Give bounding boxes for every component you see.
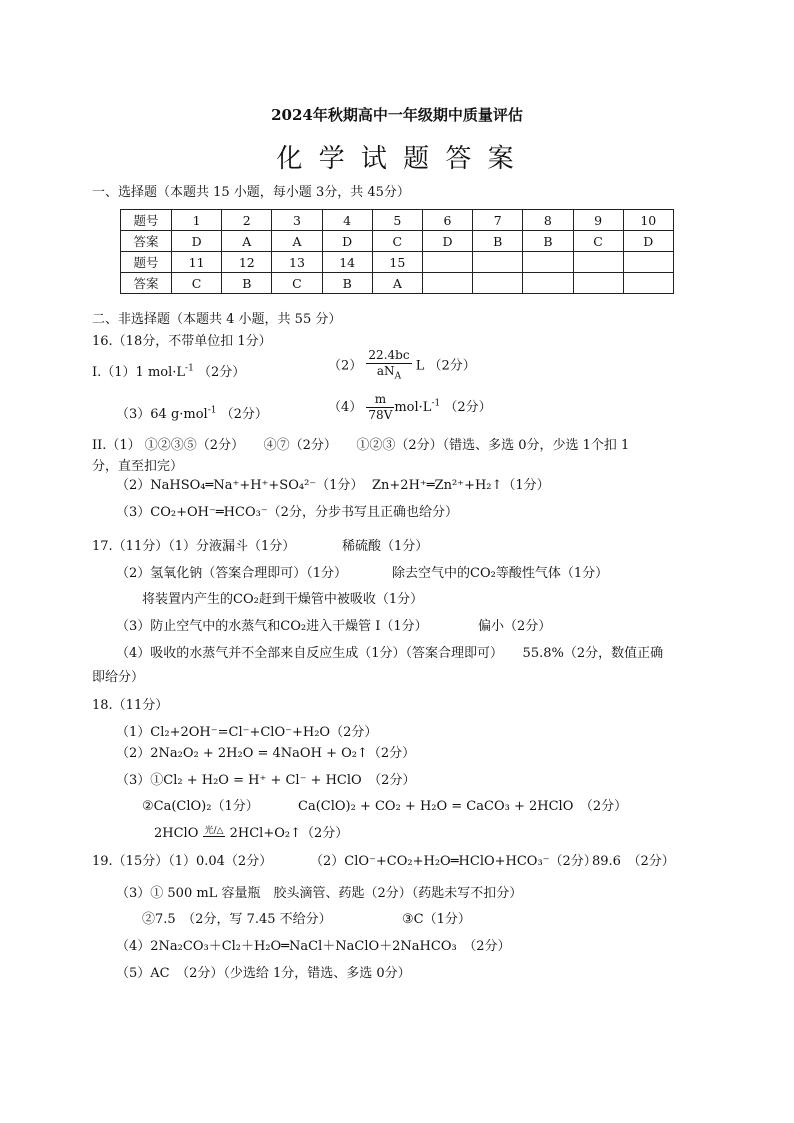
table-cell: 3 [272, 210, 322, 231]
fraction-numerator: m [366, 392, 394, 408]
table-cell: 11 [172, 252, 222, 273]
q16-i4-fraction [366, 392, 394, 423]
table-cell: C [172, 273, 222, 294]
q18-line4-a: ②Ca(ClO)₂（1分） [142, 799, 259, 814]
q16-ii2-b: Zn+2H⁺═Zn²⁺+H₂↑（1分） [372, 478, 550, 493]
table-cell: 1 [172, 210, 222, 231]
table-cell: 8 [523, 210, 573, 231]
table-cell: A [372, 273, 422, 294]
fraction-denominator-text: aN [376, 364, 395, 378]
table-cell: 4 [322, 210, 372, 231]
row-label: 答案 [121, 231, 172, 252]
q17-line6: 即给分） [92, 670, 145, 685]
table-cell: B [222, 273, 272, 294]
q16-ii3: （3）CO₂+OH⁻═HCO₃⁻（2分，分步书写且正确也给分） [116, 505, 458, 520]
table-cell: D [172, 231, 222, 252]
table-cell [422, 252, 472, 273]
table-cell: 12 [222, 252, 272, 273]
q19-line3-a: ②7.5 （2分，写 7.45 不给分） [142, 912, 332, 927]
q19-line1-a: 19.（15分）（1）0.04（2分） [92, 854, 273, 869]
fraction-denominator [366, 364, 411, 384]
q17-line5: （4）吸收的水蒸气并不全部来自反应生成（1分）（答案合理即可） 55.8%（2分，数值正确 [116, 646, 664, 661]
table-cell: 9 [573, 210, 623, 231]
q16-heading: 16.（18分，不带单位扣 1分） [92, 334, 272, 349]
q18-line5-product: 2HCl+O₂↑（2分） [229, 826, 349, 841]
table-cell: 7 [473, 210, 523, 231]
reaction-condition: 光/△ [204, 826, 224, 836]
q16-i3-text: （3）64 g·mol [116, 407, 208, 422]
q19-line1-c: 89.6 （2分） [592, 854, 675, 869]
q18-line1: （1）Cl₂+2OH⁻=Cl⁻+ClO⁻+H₂O（2分） [116, 725, 378, 740]
q17-line1-b: 稀硫酸（1分） [342, 539, 429, 554]
q17-line2-b: 除去空气中的CO₂等酸性气体（1分） [392, 566, 609, 581]
table-cell [473, 273, 523, 294]
q17-line3: 将装置内产生的CO₂赶到干燥管中被吸收（1分） [142, 592, 424, 607]
table-cell [573, 252, 623, 273]
section1-heading: 一、选择题（本题共 15 小题，每小题 3分，共 45分） [92, 185, 410, 200]
q16-i3-score: （2分） [220, 407, 268, 422]
table-cell: 6 [422, 210, 472, 231]
q16-i1 [92, 361, 245, 380]
q19-line3-b: ③C（1分） [402, 912, 471, 927]
q16-i2 [328, 348, 476, 384]
q16-i1-text: I.（1）1 mol·L [92, 365, 186, 380]
table-cell [623, 252, 673, 273]
table-cell [422, 273, 472, 294]
row-label: 答案 [121, 273, 172, 294]
table-cell: 13 [272, 252, 322, 273]
q16-i2-suffix: L （2分） [415, 358, 476, 374]
q18-heading: 18.（11分） [92, 698, 169, 713]
document-subtitle: 化 学 试 题 答 案 [276, 144, 518, 174]
table-cell: D [322, 231, 372, 252]
q17-line4-a: （3）防止空气中的水蒸气和CO₂进入干燥管 I（1分） [116, 619, 428, 634]
q17-line4-b: 偏小（2分） [478, 619, 552, 634]
q16-i4-exp: -1 [431, 398, 441, 409]
q19-line1-b: （2）ClO⁻+CO₂+H₂O═HClO+HCO₃⁻（2分） [310, 854, 597, 869]
q16-ii1-line2: 分，直至扣完） [92, 459, 184, 474]
table-cell: 14 [322, 252, 372, 273]
table-cell: B [473, 231, 523, 252]
table-cell: 5 [372, 210, 422, 231]
table-cell: 15 [372, 252, 422, 273]
table-cell [473, 252, 523, 273]
table-cell: C [372, 231, 422, 252]
table-cell: D [623, 231, 673, 252]
q16-i2-fraction [366, 348, 411, 384]
q17-line2-a: （2）氢氧化钠（答案合理即可）（1分） [116, 566, 348, 581]
q19-line4: （4）2Na₂CO₃＋Cl₂＋H₂O═NaCl＋NaClO＋2NaHCO₃ （2分） [116, 939, 511, 954]
q16-i1-score: （2分） [197, 365, 246, 380]
row-label: 题号 [121, 210, 172, 231]
q19-line2: （3）① 500 mL 容量瓶 胶头滴管、药匙（2分）（药匙未写不扣分） [116, 886, 523, 901]
table-cell [523, 273, 573, 294]
q18-line2: （2）2Na₂O₂ + 2H₂O = 4NaOH + O₂↑（2分） [116, 746, 416, 761]
table-row [121, 273, 674, 294]
table-cell: C [573, 231, 623, 252]
q16-i3 [116, 403, 268, 422]
table-row [121, 252, 674, 273]
q16-i4-prefix: （4） [328, 400, 363, 415]
row-label: 题号 [121, 252, 172, 273]
q18-line4-b: Ca(ClO)₂ + CO₂ + H₂O = CaCO₃ + 2HClO （2分） [298, 799, 628, 814]
table-cell: 2 [222, 210, 272, 231]
q16-i4-unit: mol·L [394, 400, 432, 415]
q18-line3: （3）①Cl₂ + H₂O = H⁺ + Cl⁻ + HClO （2分） [116, 773, 416, 788]
fraction-denominator-sub: A [394, 371, 402, 382]
table-cell [573, 273, 623, 294]
q16-i4-score: （2分） [444, 400, 492, 415]
table-cell: D [422, 231, 472, 252]
fraction-denominator: 78V [368, 408, 393, 422]
table-cell: A [272, 231, 322, 252]
table-cell: 10 [623, 210, 673, 231]
q19-line5: （5）AC （2分）（少选给 1分，错选、多选 0分） [116, 966, 411, 981]
table-row [121, 210, 674, 231]
q18-line5-reactant: 2HClO [154, 826, 199, 841]
table-cell: B [322, 273, 372, 294]
q17-line1-a: 17.（11分）（1）分液漏斗（1分） [92, 539, 296, 554]
table-cell: C [272, 273, 322, 294]
q16-ii2-a: （2）NaHSO₄═Na⁺+H⁺+SO₄²⁻（1分） [116, 478, 364, 493]
table-row [121, 231, 674, 252]
table-cell [523, 252, 573, 273]
q16-i2-prefix: （2） [328, 358, 363, 374]
table-cell: A [222, 231, 272, 252]
document-title: 2024年秋期高中一年级期中质量评估 [271, 106, 523, 124]
q16-ii1-line1: II.（1） ①②③⑤（2分） ④⑦（2分） ①②③（2分）（错选、多选 0分，少选 1个扣 1 [92, 438, 630, 453]
section2-heading: 二、非选择题（本题共 4 小题，共 55 分） [92, 312, 342, 327]
answer-table [120, 209, 674, 294]
q16-i3-exp: -1 [207, 405, 217, 416]
fraction-numerator: 22.4bc [368, 348, 410, 362]
table-cell [623, 273, 673, 294]
table-cell: B [523, 231, 573, 252]
q16-i1-exp: -1 [185, 363, 194, 374]
q18-line5 [154, 822, 348, 841]
q16-i4 [328, 392, 492, 423]
